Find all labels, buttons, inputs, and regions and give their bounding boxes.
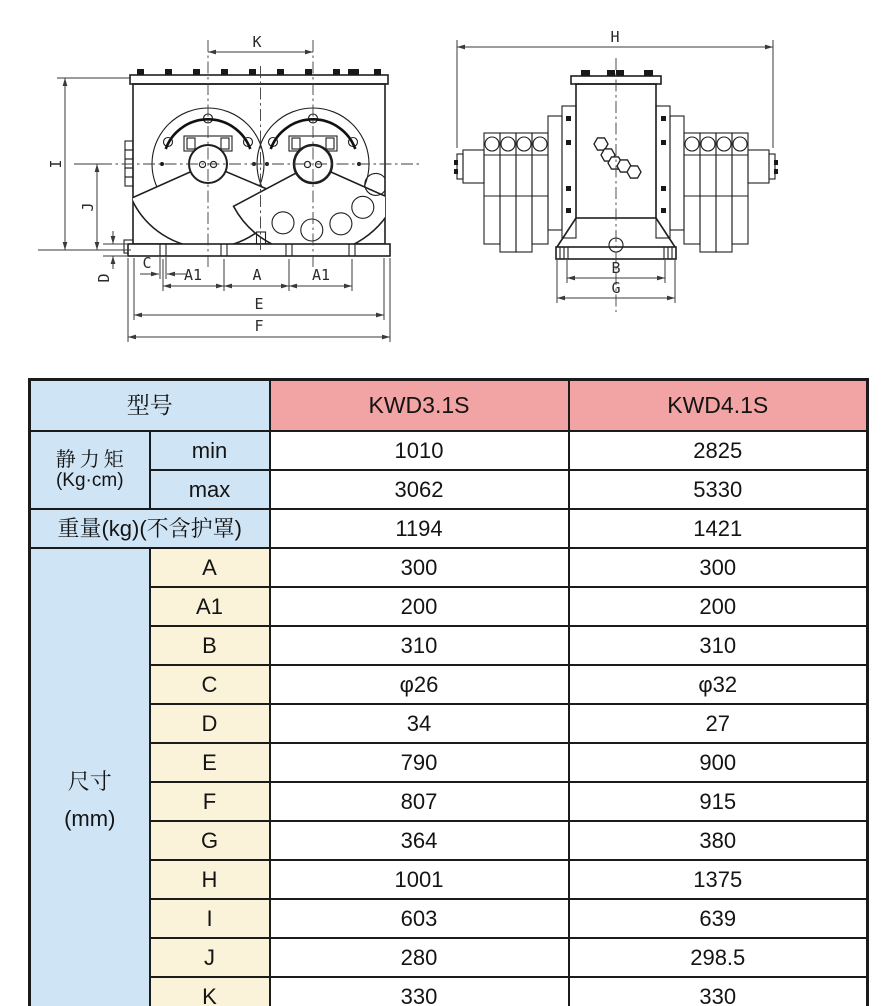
dim-row-a bbox=[30, 548, 868, 587]
dim-i-kwd41s: 639 bbox=[569, 899, 868, 938]
dim-k-kwd31s: 330 bbox=[270, 977, 569, 1006]
dim-f-label: F bbox=[150, 782, 270, 821]
dim-h-label: H bbox=[150, 860, 270, 899]
static-moment-max-label: max bbox=[150, 470, 270, 509]
dim-label-b: B bbox=[611, 259, 621, 277]
dim-label-i: I bbox=[47, 159, 65, 169]
dim-row-e bbox=[30, 743, 868, 782]
dim-g-kwd41s: 380 bbox=[569, 821, 868, 860]
dim-d-label: D bbox=[150, 704, 270, 743]
dim-row-i bbox=[30, 899, 868, 938]
dim-c-kwd31s: φ26 bbox=[270, 665, 569, 704]
static-moment-label: 静力矩 bbox=[55, 448, 128, 471]
dim-label-f: F bbox=[254, 317, 264, 335]
dim-label-a1-right: A1 bbox=[311, 266, 331, 284]
dim-row-h bbox=[30, 860, 868, 899]
dim-label-c: C bbox=[142, 254, 152, 272]
dim-k-kwd41s: 330 bbox=[569, 977, 868, 1006]
table-header-row bbox=[30, 380, 868, 432]
dim-k-label: K bbox=[150, 977, 270, 1006]
dim-a-kwd31s: 300 bbox=[270, 548, 569, 587]
static-moment-label-cell bbox=[30, 431, 150, 509]
model-header-cell: 型号 bbox=[30, 380, 270, 432]
dim-a1-kwd31s: 200 bbox=[270, 587, 569, 626]
dim-label-a1-left: A1 bbox=[183, 266, 203, 284]
static-moment-max-kwd41s: 5330 bbox=[569, 470, 868, 509]
dim-row-g bbox=[30, 821, 868, 860]
dimensions-label: 尺寸 bbox=[67, 768, 112, 794]
dim-d-kwd41s: 27 bbox=[569, 704, 868, 743]
dim-h-kwd41s: 1375 bbox=[569, 860, 868, 899]
dim-a-kwd41s: 300 bbox=[569, 548, 868, 587]
side-view-drawing bbox=[440, 0, 890, 340]
dim-c-label: C bbox=[150, 665, 270, 704]
dim-c-kwd41s: φ32 bbox=[569, 665, 868, 704]
dim-label-h: H bbox=[610, 28, 620, 46]
dimensions-unit: (mm) bbox=[64, 806, 116, 831]
dim-g-kwd31s: 364 bbox=[270, 821, 569, 860]
dim-label-g: G bbox=[611, 279, 621, 297]
dim-a1-kwd41s: 200 bbox=[569, 587, 868, 626]
dim-e-kwd31s: 790 bbox=[270, 743, 569, 782]
dim-label-a: A bbox=[252, 266, 262, 284]
dim-d-kwd31s: 34 bbox=[270, 704, 569, 743]
dim-f-kwd41s: 915 bbox=[569, 782, 868, 821]
dim-label-d: D bbox=[95, 273, 113, 283]
static-moment-min-kwd31s: 1010 bbox=[270, 431, 569, 470]
model-column-kwd41s: KWD4.1S bbox=[569, 380, 868, 432]
dim-row-c bbox=[30, 665, 868, 704]
dim-i-kwd31s: 603 bbox=[270, 899, 569, 938]
weight-kwd31s: 1194 bbox=[270, 509, 569, 548]
dim-label-e: E bbox=[254, 295, 264, 313]
static-moment-min-row bbox=[30, 431, 868, 470]
dim-f-kwd31s: 807 bbox=[270, 782, 569, 821]
dim-row-d bbox=[30, 704, 868, 743]
dim-b-kwd31s: 310 bbox=[270, 626, 569, 665]
dim-row-k bbox=[30, 977, 868, 1006]
left-weight-stack bbox=[454, 133, 548, 252]
dim-j-kwd41s: 298.5 bbox=[569, 938, 868, 977]
dim-b-kwd41s: 310 bbox=[569, 626, 868, 665]
dim-row-b bbox=[30, 626, 868, 665]
dimensions-label-cell bbox=[30, 548, 150, 1006]
weight-kwd41s: 1421 bbox=[569, 509, 868, 548]
weight-row bbox=[30, 509, 868, 548]
dim-a-label: A bbox=[150, 548, 270, 587]
static-moment-min-label: min bbox=[150, 431, 270, 470]
static-moment-min-kwd41s: 2825 bbox=[569, 431, 868, 470]
dim-row-a1 bbox=[30, 587, 868, 626]
model-column-kwd31s: KWD3.1S bbox=[270, 380, 569, 432]
dim-b-label: B bbox=[150, 626, 270, 665]
dim-a1-label: A1 bbox=[150, 587, 270, 626]
dim-j-kwd31s: 280 bbox=[270, 938, 569, 977]
dim-row-f bbox=[30, 782, 868, 821]
front-view-drawing bbox=[0, 0, 445, 360]
dim-label-j: J bbox=[79, 202, 97, 212]
dim-j-label: J bbox=[150, 938, 270, 977]
spec-table bbox=[28, 378, 869, 1006]
dim-label-k: K bbox=[252, 33, 262, 51]
dim-h-kwd31s: 1001 bbox=[270, 860, 569, 899]
static-moment-unit: (Kg·cm) bbox=[55, 469, 124, 491]
bolt-hexagons bbox=[594, 138, 641, 178]
eccentric-weights bbox=[131, 164, 395, 254]
dim-e-kwd41s: 900 bbox=[569, 743, 868, 782]
dim-g-label: G bbox=[150, 821, 270, 860]
static-moment-max-kwd31s: 3062 bbox=[270, 470, 569, 509]
static-moment-max-row bbox=[30, 470, 868, 509]
dim-i-label: I bbox=[150, 899, 270, 938]
weight-label-cell: 重量(kg)(不含护罩) bbox=[30, 509, 270, 548]
right-weight-stack bbox=[684, 133, 778, 252]
dim-row-j bbox=[30, 938, 868, 977]
dim-e-label: E bbox=[150, 743, 270, 782]
